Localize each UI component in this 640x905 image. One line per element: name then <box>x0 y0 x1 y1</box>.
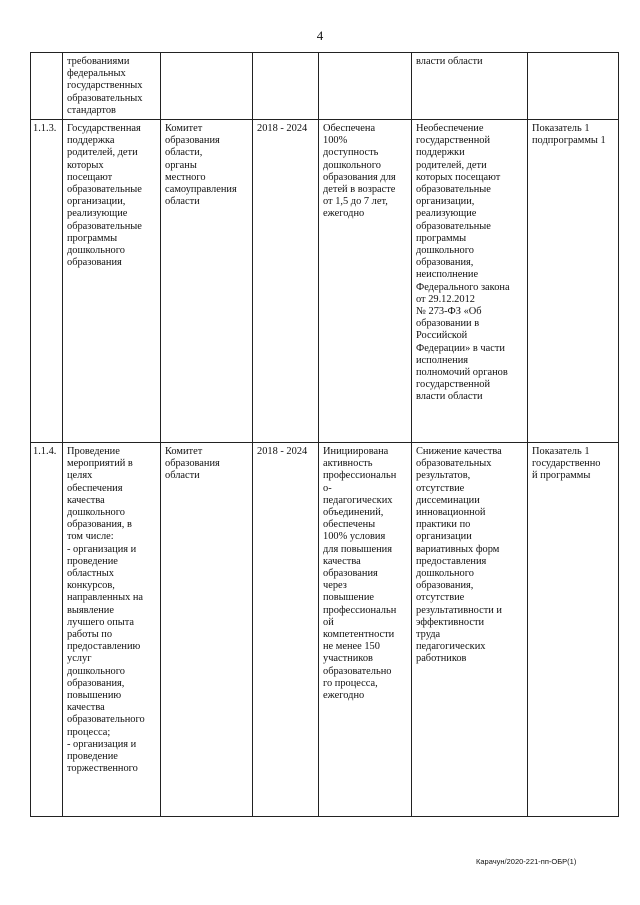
table-row <box>31 53 619 120</box>
consequence-cell: Необеспечение государственной поддержки родителей, дети которых посещают образовательные организации, реализующие образовательные программы дошкольного образования, неисполнение Федерального закона от 29.12.2012 № 273-ФЗ «Об образовании в Российской Федерации» в части исполнения полномочий органов государственной власти области <box>412 120 528 443</box>
table-row <box>31 120 619 443</box>
event-cell: Проведение мероприятий в целях обеспечения качества дошкольного образования, в том числе: - организация и проведение областных конкурсов, направленных на выявление лучшего опыта работы по предоставлению услуг дошкольного образования, повышению качества образовательного процесса; - организация и проведение торжественного <box>63 443 161 817</box>
period-cell: 2018 - 2024 <box>253 443 319 817</box>
executor-cell: Комитет образования области <box>161 443 253 817</box>
indicator-cell: Показатель 1 государственно й программы <box>528 443 619 817</box>
executor-cell <box>161 53 253 120</box>
period-cell <box>253 53 319 120</box>
event-cell: требованиями федеральных государственных образовательных стандартов <box>63 53 161 120</box>
result-cell: Инициирована активность профессиональн о- педагогических объединений, обеспечены 100% условия для повышения качества образования через повышение профессиональн ой компетентности не менее 150 участников образовательно го процесса, ежегодно <box>319 443 412 817</box>
document-code: Карачун/2020-221-пп-ОБР(1) <box>476 857 577 866</box>
consequence-cell: Снижение качества образовательных результатов, отсутствие диссеминации инновационной практики по организации вариативных форм предоставления дошкольного образования, отсутствие результативности и эффективности труда педагогических работников <box>412 443 528 817</box>
result-cell: Обеспечена 100% доступность дошкольного образования для детей в возрасте от 1,5 до 7 лет, ежегодно <box>319 120 412 443</box>
row-number <box>31 53 63 120</box>
row-number: 1.1.3. <box>31 120 63 443</box>
page-number: 4 <box>316 28 324 43</box>
measures-table <box>30 52 619 817</box>
table-row <box>31 443 619 817</box>
row-number: 1.1.4. <box>31 443 63 817</box>
indicator-cell: Показатель 1 подпрограммы 1 <box>528 120 619 443</box>
period-cell: 2018 - 2024 <box>253 120 319 443</box>
consequence-cell: власти области <box>412 53 528 120</box>
indicator-cell <box>528 53 619 120</box>
event-cell: Государственная поддержка родителей, дети которых посещают образовательные организации, реализующие образовательные программы дошкольного образования <box>63 120 161 443</box>
result-cell <box>319 53 412 120</box>
executor-cell: Комитет образования области, органы местного самоуправления области <box>161 120 253 443</box>
